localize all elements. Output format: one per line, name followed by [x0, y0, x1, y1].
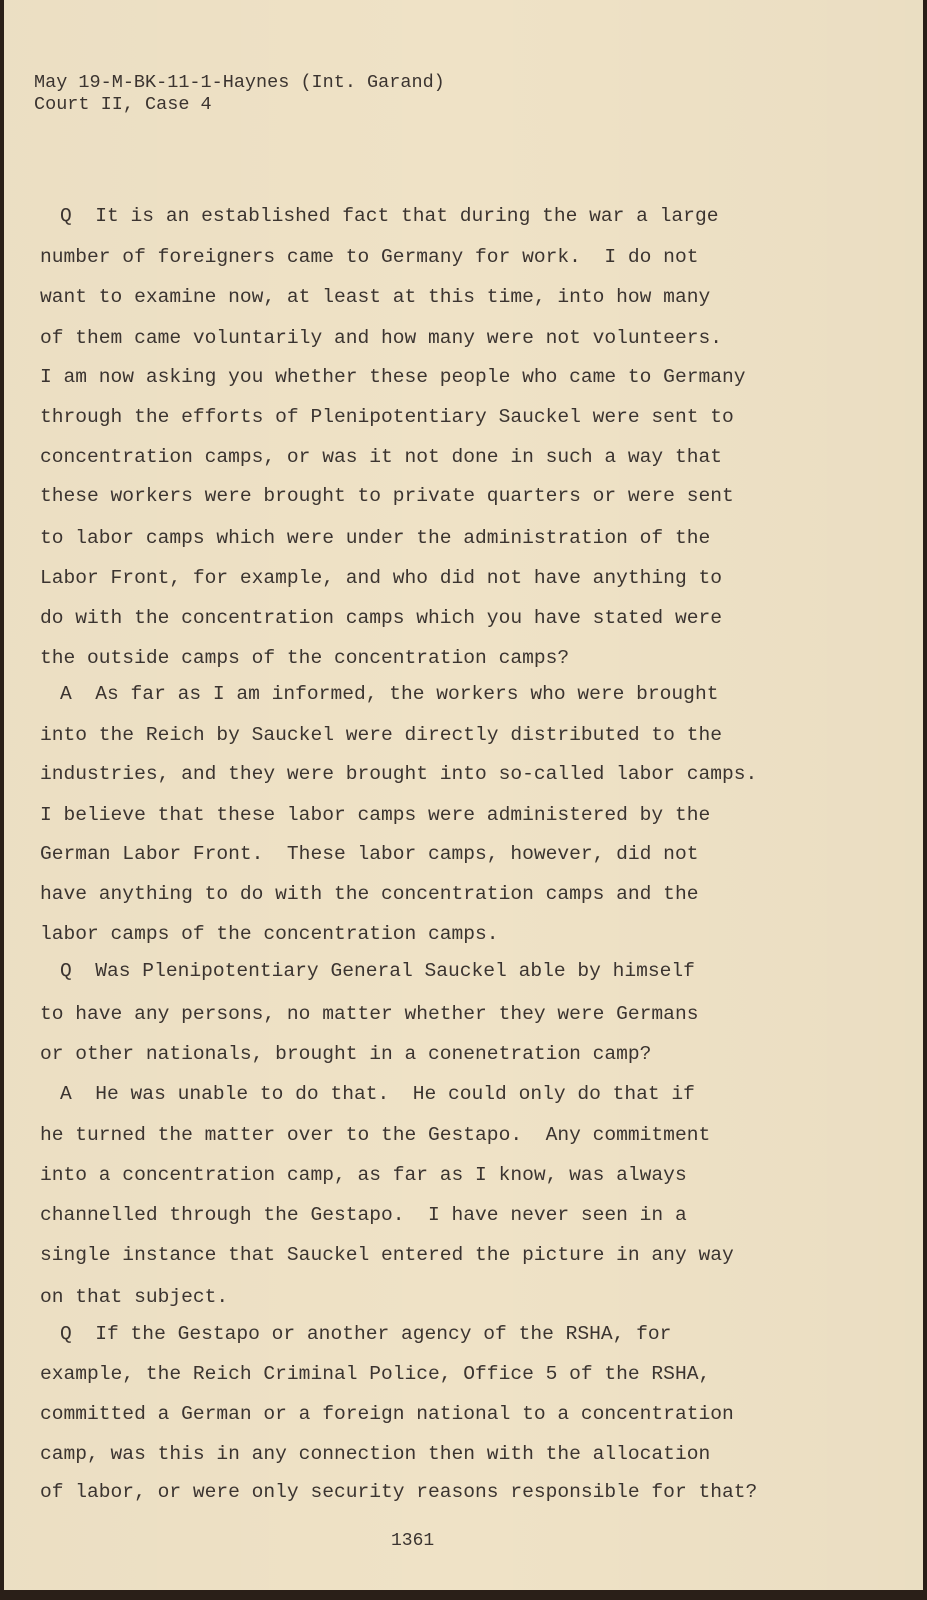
- paragraph-line: industries, and they were brought into so-called labor camps.: [40, 763, 758, 785]
- header-line: Court II, Case 4: [34, 94, 212, 115]
- paragraph-line: number of foreigners came to Germany for work. I do not: [40, 246, 699, 268]
- document-page: [4, 0, 923, 1590]
- paragraph-line: into the Reich by Sauckel were directly distributed to the: [40, 724, 722, 746]
- paragraph-first-line: Q It is an established fact that during the war a large: [60, 205, 719, 227]
- paragraph-line: labor camps of the concentration camps.: [40, 923, 499, 945]
- paragraph-line: do with the concentration camps which you have stated were: [40, 607, 722, 629]
- page-number: 1361: [391, 1531, 435, 1551]
- paragraph-line: on that subject.: [40, 1286, 229, 1308]
- paragraph-line: example, the Reich Criminal Police, Office 5 of the RSHA,: [40, 1363, 711, 1385]
- paragraph-line: I am now asking you whether these people who came to Germany: [40, 366, 746, 388]
- paragraph-line: or other nationals, brought in a conenetration camp?: [40, 1043, 652, 1065]
- paragraph-line: he turned the matter over to the Gestapo. Any commitment: [40, 1124, 711, 1146]
- paragraph-line: I believe that these labor camps were administered by the: [40, 804, 711, 826]
- paragraph-line: camp, was this in any connection then with the allocation: [40, 1443, 711, 1465]
- paragraph-line: German Labor Front. These labor camps, however, did not: [40, 843, 699, 865]
- paragraph-line: committed a German or a foreign national to a concentration: [40, 1403, 734, 1425]
- paragraph-line: of them came voluntarily and how many were not volunteers.: [40, 327, 722, 349]
- paragraph-first-line: A As far as I am informed, the workers who were brought: [60, 683, 719, 705]
- header-line: May 19-M-BK-11-1-Haynes (Int. Garand): [34, 72, 445, 93]
- paragraph-line: these workers were brought to private quarters or were sent: [40, 485, 734, 507]
- paragraph-first-line: Q If the Gestapo or another agency of the RSHA, for: [60, 1323, 672, 1345]
- paragraph-line: want to examine now, at least at this time, into how many: [40, 286, 711, 308]
- paragraph-line: channelled through the Gestapo. I have never seen in a: [40, 1204, 687, 1226]
- paragraph-line: into a concentration camp, as far as I know, was always: [40, 1164, 687, 1186]
- paragraph-line: the outside camps of the concentration camps?: [40, 647, 570, 669]
- paragraph-first-line: Q Was Plenipotentiary General Sauckel able by himself: [60, 960, 695, 982]
- paragraph-line: through the efforts of Plenipotentiary Sauckel were sent to: [40, 406, 734, 428]
- paragraph-first-line: A He was unable to do that. He could only do that if: [60, 1083, 695, 1105]
- paragraph-line: to have any persons, no matter whether they were Germans: [40, 1003, 699, 1025]
- paragraph-line: of labor, or were only security reasons responsible for that?: [40, 1481, 758, 1503]
- paragraph-line: have anything to do with the concentration camps and the: [40, 883, 699, 905]
- paragraph-line: to labor camps which were under the administration of the: [40, 527, 711, 549]
- paragraph-line: Labor Front, for example, and who did not have anything to: [40, 567, 722, 589]
- paragraph-line: single instance that Sauckel entered the picture in any way: [40, 1244, 734, 1266]
- paragraph-line: concentration camps, or was it not done in such a way that: [40, 446, 722, 468]
